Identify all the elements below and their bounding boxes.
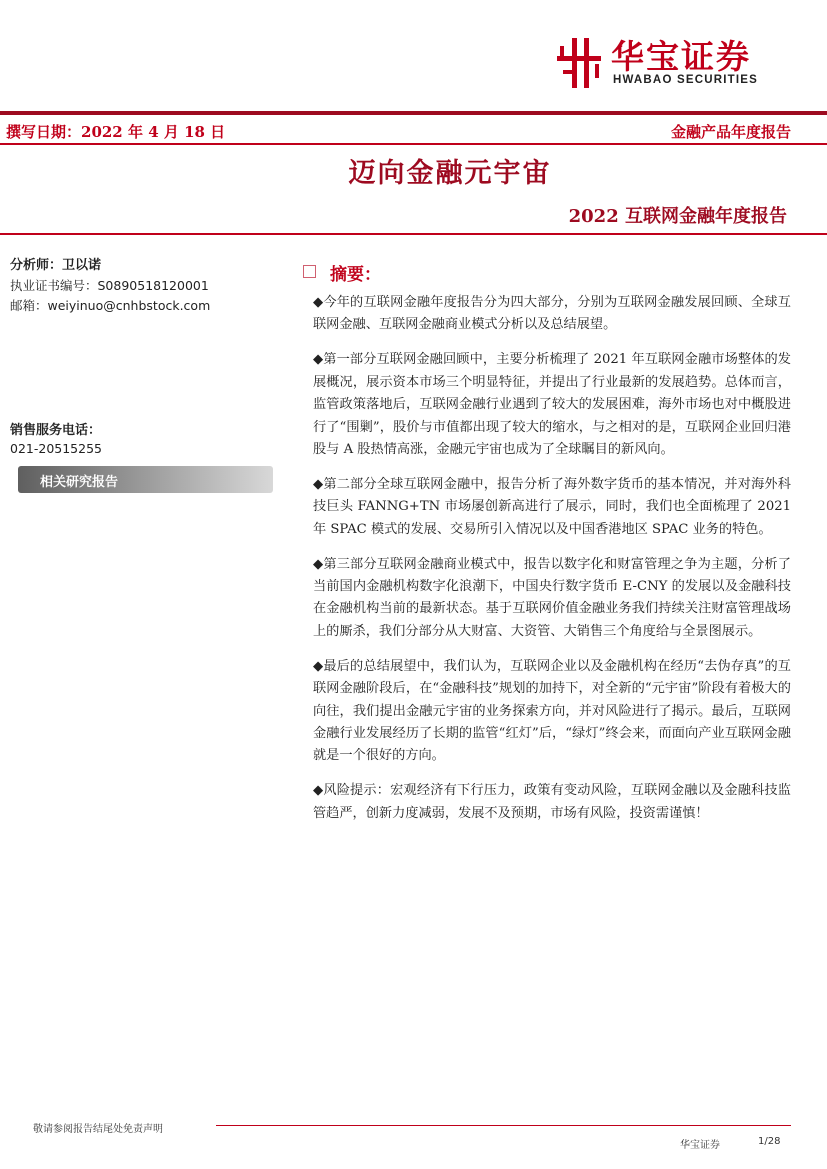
brand-name-cn: 华宝证券 bbox=[611, 37, 751, 76]
summary-paragraph bbox=[313, 474, 791, 541]
title-divider bbox=[0, 233, 827, 235]
sales-phone-label: 销售服务电话： bbox=[10, 423, 102, 438]
summary-paragraph-text: 最后的总结展望中，我们认为，互联网企业以及金融机构在经历“去伪存真”的互联网金融阶段后，在“金融科技”规划的加持下，对全新的“元宇宙”阶段有着极大的向往，我们提出金融元宇宙的业务探索方向，并对风险进行了揭示。最后，互联网金融行业发展经历了长期的监管“红灯”后，“绿灯”终会来，而面向产业互联网金融就是一个很好的方向。 bbox=[313, 658, 791, 764]
page-number: 1/28 bbox=[758, 1136, 781, 1147]
analyst-name: 分析师：卫以诺 bbox=[10, 258, 102, 273]
summary-paragraph bbox=[313, 554, 791, 644]
page-subtitle: 2022 互联网金融年度报告 bbox=[568, 206, 787, 227]
analyst-email[interactable]: 邮箱：weiyinuo@cnhbstock.com bbox=[10, 298, 211, 313]
summary-title: 摘要： bbox=[330, 265, 381, 285]
summary-paragraph bbox=[313, 780, 791, 825]
summary-paragraph-text: 风险提示：宏观经济有下行压力，政策有变动风险，互联网金融以及金融科技监管趋严，创新力度减弱，发展不及预期，市场有风险，投资需谨慎！ bbox=[313, 783, 791, 821]
footer-rule bbox=[216, 1125, 791, 1126]
analyst-license: 执业证书编号：S0890518120001 bbox=[10, 278, 209, 293]
summary-paragraph-text: 第三部分互联网金融商业模式中，报告以数字化和财富管理之争为主题，分析了当前国内金融机构数字化浪潮下，中国央行数字货币 E-CNY 的发展以及金融科技在金融机构当前的最新状态。基于互联网价值金融业务我们持续关注财富管理战场上的厮杀，我们分部分从大财富、大资管、大销售三个角度给与全景图展示。 bbox=[313, 556, 791, 639]
summary-paragraph bbox=[313, 656, 791, 768]
summary-paragraph-text: 第一部分互联网金融回顾中，主要分析梳理了 2021 年互联网金融市场整体的发展概况，展示资本市场三个明显特征，并提出了行业最新的发展趋势。总体而言，监管政策落地后，互联网金融行业遇到了较大的发展困难，海外市场也对中概股进行了“围剿”，股价与市值都出现了较大的缩水，与之相对的是，互联网企业回归港股与 A 股热情高涨，金融元宇宙也成为了全球瞩目的新风向。 bbox=[313, 352, 791, 457]
diamond-bullet-icon: ◆ bbox=[313, 476, 324, 492]
footer-brand: 华宝证券 bbox=[680, 1140, 720, 1151]
brand-name-en: HWABAO SECURITIES bbox=[613, 74, 758, 86]
diamond-bullet-icon: ◆ bbox=[313, 783, 324, 799]
diamond-bullet-icon: ◆ bbox=[313, 352, 324, 368]
summary-paragraph bbox=[313, 349, 791, 461]
report-type: 金融产品年度报告 bbox=[670, 123, 791, 141]
report-date: 撰写日期：2022 年 4 月 18 日 bbox=[6, 123, 226, 141]
header-rule bbox=[0, 143, 827, 145]
sales-phone: 021-20515255 bbox=[10, 441, 102, 456]
related-reports-label: 相关研究报告 bbox=[40, 475, 119, 490]
summary-box-icon bbox=[303, 265, 316, 278]
diamond-bullet-icon: ◆ bbox=[313, 556, 324, 572]
summary-paragraph-text: 第二部分全球互联网金融中，报告分析了海外数字货币的基本情况，并对海外科技巨头 FANNG+TN 市场屡创新高进行了展示，同时，我们也全面梳理了 2021 年 SPAC 模式的发展、交易所引入情况以及中国香港地区 SPAC 业务的特色。 bbox=[313, 476, 791, 537]
summary-paragraph bbox=[313, 292, 791, 337]
header-top-bar bbox=[0, 111, 827, 115]
diamond-bullet-icon: ◆ bbox=[313, 658, 324, 674]
page-title: 迈向金融元宇宙 bbox=[348, 158, 552, 189]
company-logo bbox=[557, 38, 787, 90]
footer-disclaimer: 敬请参阅报告结尾处免责声明 bbox=[33, 1124, 163, 1135]
abstract bbox=[313, 292, 791, 838]
hwabao-logo-icon bbox=[557, 38, 601, 88]
diamond-bullet-icon: ◆ bbox=[313, 295, 324, 310]
summary-paragraph-text: 今年的互联网金融年度报告分为四大部分，分别为互联网金融发展回顾、全球互联网金融、互联网金融商业模式分析以及总结展望。 bbox=[313, 295, 791, 333]
